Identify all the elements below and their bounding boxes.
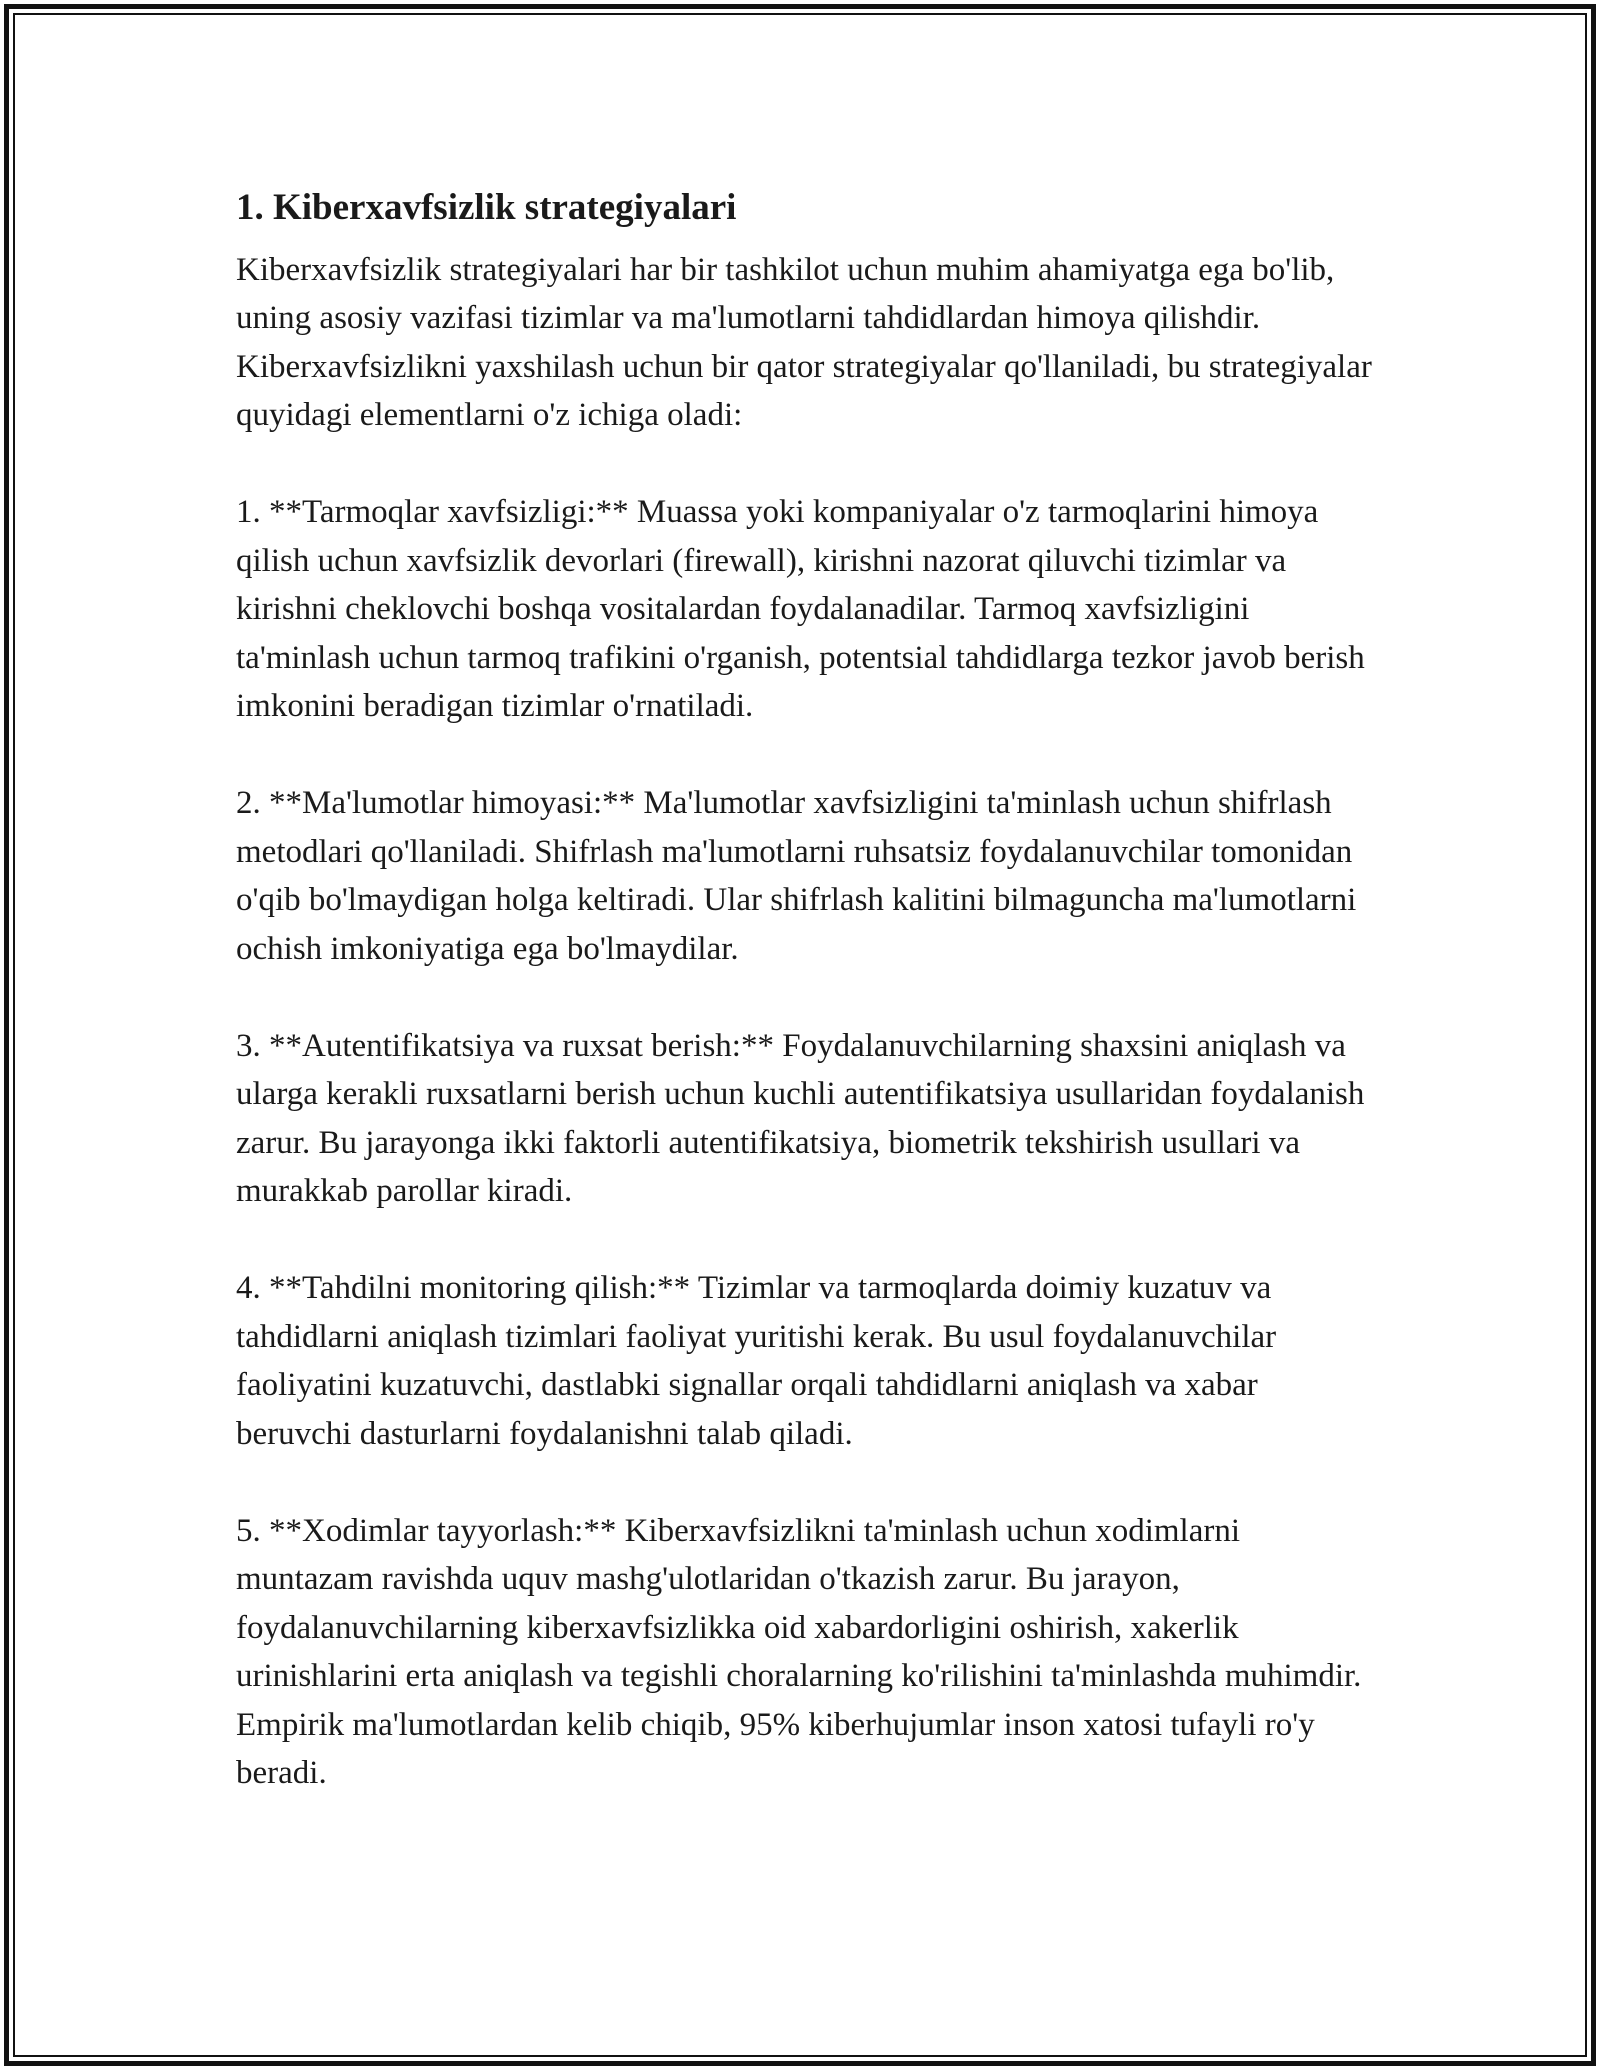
paragraph-network-security: 1. **Tarmoqlar xavfsizligi:** Muassa yoki kompaniyalar o'z tarmoqlarini himoya qilish uchun xavfsizlik devorlari (firewall), kirishni nazorat qiluvchi tizimlar va kirishni cheklovchi boshqa vositalardan foydalanadilar. Tarmoq xavfsizligini ta'minlash uchun tarmoq trafikini o'rganish, potentsial tahdidlarga tezkor javob berish imkonini beradigan tizimlar o'rnatiladi. <box>236 494 1365 725</box>
document-body <box>236 182 1376 1798</box>
document-title: 1. Kiberxavfsizlik strategiyalari <box>236 187 737 228</box>
paragraph-authentication: 3. **Autentifikatsiya va ruxsat berish:** Foydalanuvchilarning shaxsini aniqlash va ularga kerakli ruxsatlarni berish uchun kuchli autentifikatsiya usullaridan foydalanish zarur. Bu jarayonga ikki faktorli autentifikatsiya, biometrik tekshirish usullari va murakkab parollar kiradi. <box>236 1027 1365 1210</box>
paragraph-staff-training: 5. **Xodimlar tayyorlash:** Kiberxavfsizlikni ta'minlash uchun xodimlarni muntazam ravishda uquv mashg'ulotlaridan o'tkazish zarur. Bu jarayon, foydalanuvchilarning kiberxavfsizlikka oid xabardorligini oshirish, xakerlik urinishlarini erta aniqlash va tegishli choralarning ko'rilishini ta'minlashda muhimdir. Empirik ma'lumotlardan kelib chiqib, 95% kiberhujumlar inson xatosi tufayli ro'y beradi. <box>236 1512 1362 1792</box>
paragraph-threat-monitoring: 4. **Tahdilni monitoring qilish:** Tizimlar va tarmoqlarda doimiy kuzatuv va tahdidlarni aniqlash tizimlari faoliyat yuritishi kerak. Bu usul foydalanuvchilar faoliyatini kuzatuvchi, dastlabki signallar orqali tahdidlarni aniqlash va xabar beruvchi dasturlarni foydalanishni talab qiladi. <box>236 1270 1277 1452</box>
intro-paragraph: Kiberxavfsizlik strategiyalari har bir tashkilot uchun muhim ahamiyatga ega bo'lib, uning asosiy vazifasi tizimlar va ma'lumotlarni tahdidlardan himoya qilishdir. Kiberxavfsizlikni yaxshilash uchun bir qator strategiyalar qo'llaniladi, bu strategiyalar quyidagi elementlarni o'z ichiga oladi: <box>236 251 1372 434</box>
paragraph-data-protection: 2. **Ma'lumotlar himoyasi:** Ma'lumotlar xavfsizligini ta'minlash uchun shifrlash metodlari qo'llaniladi. Shifrlash ma'lumotlarni ruhsatsiz foydalanuvchilar tomonidan o'qib bo'lmaydigan holga keltiradi. Ular shifrlash kalitini bilmaguncha ma'lumotlarni ochish imkoniyatiga ega bo'lmaydilar. <box>236 785 1357 967</box>
